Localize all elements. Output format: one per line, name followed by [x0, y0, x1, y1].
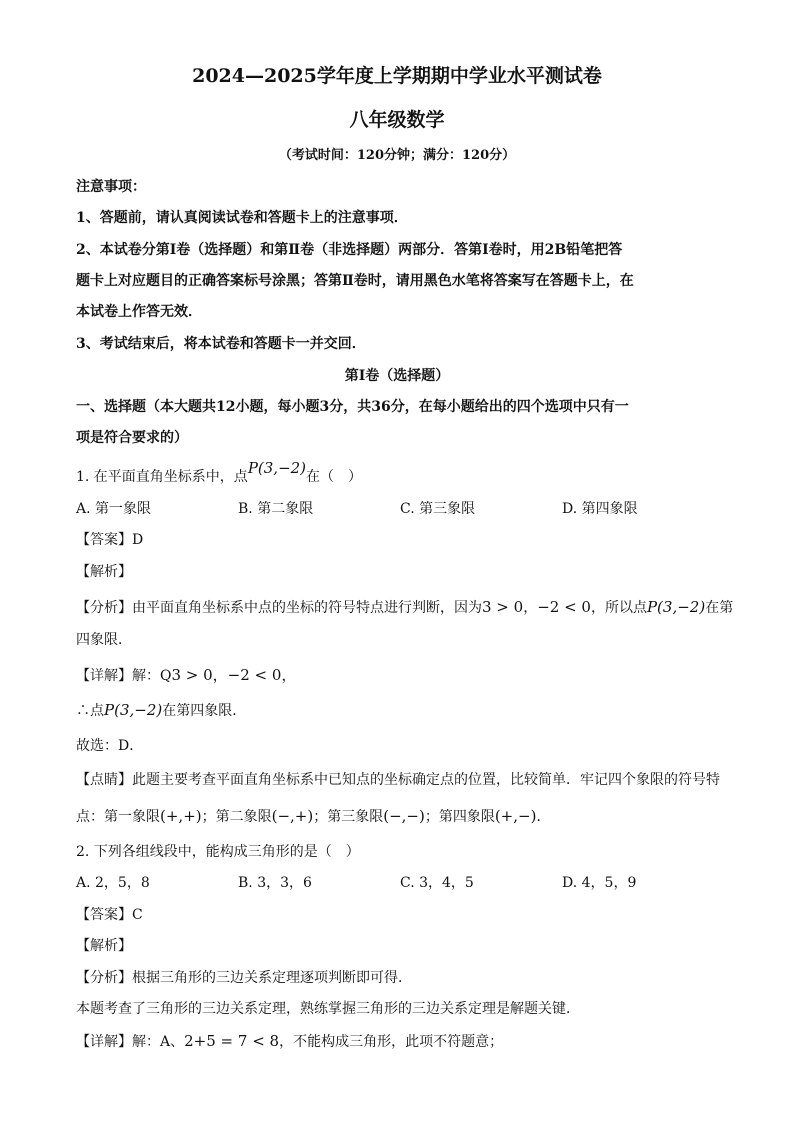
q2-detail-label: 【详解】 — [76, 1034, 132, 1050]
q1-comment-part-a: 点：第一象限 — [76, 809, 160, 825]
q2-fenxi — [76, 968, 724, 988]
notice-item-2-line-1: 2、本试卷分第Ⅰ卷（选择题）和第Ⅱ卷（非选择题）两部分．答第Ⅰ卷时，用2B铅笔把答 — [76, 242, 623, 258]
q2-option-c: C. 3，4，5 — [400, 875, 474, 891]
q1-option-a: A. 第一象限 — [76, 501, 152, 517]
q2-note: 本题考查了三角形的三边关系定理，熟练掌握三角形的三边关系定理是解题关键． — [76, 1001, 580, 1017]
q1-fenxi-line-2: 四象限． — [76, 632, 132, 648]
q1-comment-part-b: ；第二象限 — [201, 809, 272, 825]
q2-detail-math: 2+5 = 7 < 8 — [184, 1032, 280, 1050]
q1-stem-after: 在（ ） — [306, 469, 363, 485]
q2-option-d: D. 4，5，9 — [562, 875, 637, 891]
q1-detail-math: 3 > 0，−2 < 0， — [171, 666, 297, 684]
q2-analysis-label: 【解析】 — [76, 938, 132, 954]
q2-detail — [76, 1031, 724, 1052]
q1-fenxi-math-2: −2 < 0 — [537, 598, 591, 616]
q1-comment-line-2 — [76, 806, 724, 827]
q1-quadrant-1-signs: (+,+) — [160, 807, 202, 825]
q1-therefore — [76, 700, 724, 721]
q1-fenxi-label: 【分析】 — [76, 600, 132, 616]
q1-comment-text: 此题主要考查平面直角坐标系中已知点的坐标确定点的位置，比较简单．牢记四个象限的符号特 — [132, 772, 720, 788]
section-heading-line-1: 一、选择题（本大题共12小题，每小题3分，共36分，在每小题给出的四个选项中只有一 — [76, 399, 629, 415]
q1-analysis-label: 【解析】 — [76, 564, 132, 580]
q2-option-a: A. 2，5，8 — [76, 875, 150, 891]
notice-item-2-line-2: 题卡上对应题目的正确答案标号涂黑；答第Ⅱ卷时，请用黑色水笔将答案写在答题卡上，在 — [76, 273, 634, 289]
q1-fenxi-point: P(3,−2) — [646, 598, 706, 616]
q2-answer: 【答案】C — [76, 907, 143, 923]
q1-comment — [76, 770, 724, 790]
q2-fenxi-text: 根据三角形的三边关系定理逐项判断即可得． — [132, 970, 412, 986]
page-title: 2024—2025学年度上学期期中学业水平测试卷 — [192, 65, 602, 87]
q1-quadrant-4-signs: (+,−) — [494, 807, 537, 825]
q2-option-b: B. 3，3，6 — [238, 875, 312, 891]
q1-options — [76, 499, 724, 519]
q1-quadrant-2-signs: (−,+) — [271, 807, 314, 825]
q1-stem — [76, 459, 724, 487]
q1-fenxi-text-2: ，所以点 — [590, 600, 647, 616]
q1-detail-text: 解：Q — [132, 668, 172, 684]
q2-detail-tail: ，不能构成三角形，此项不符题意； — [279, 1034, 504, 1050]
q1-comment-part-c: ；第三象限 — [313, 809, 384, 825]
page-subtitle: 八年级数学 — [349, 109, 445, 131]
q1-answer: 【答案】D — [76, 532, 144, 548]
q2-detail-text: 解：A、 — [132, 1034, 185, 1050]
q1-comment-label: 【点睛】 — [76, 772, 132, 788]
q1-fenxi-sep: ， — [523, 600, 538, 616]
q1-detail-label: 【详解】 — [76, 668, 132, 684]
q1-fenxi-text: 由平面直角坐标系中点的坐标的符号特点进行判断，因为 — [132, 600, 482, 616]
q2-options — [76, 873, 724, 893]
q1-comment-end: ． — [536, 809, 551, 825]
notice-heading: 注意事项： — [76, 179, 146, 195]
q1-fenxi-text-3: 在第 — [705, 600, 734, 616]
q1-detail — [76, 665, 724, 686]
q1-therefore-point: P(3,−2) — [104, 701, 163, 719]
q1-fenxi-math-1: 3 > 0 — [482, 598, 524, 616]
exam-info: （考试时间：120分钟；满分：120分） — [278, 148, 516, 163]
part-title: 第Ⅰ卷（选择题） — [344, 368, 450, 384]
q1-option-b: B. 第二象限 — [238, 501, 314, 517]
q1-therefore-sign: ∴点 — [76, 703, 104, 719]
q2-stem: 2. 下列各组线段中，能构成三角形的是（ ） — [76, 844, 360, 860]
section-heading-line-2: 项是符合要求的） — [76, 430, 188, 446]
q1-option-d: D. 第四象限 — [562, 501, 638, 517]
notice-item-3: 3、考试结束后，将本试卷和答题卡一并交回． — [76, 336, 366, 352]
q1-therefore-text: 在第四象限． — [162, 703, 247, 719]
q1-stem-before: 1. 在平面直角坐标系中，点 — [76, 469, 248, 485]
notice-item-1: 1、答题前，请认真阅读试卷和答题卡上的注意事项． — [76, 210, 408, 226]
q1-option-c: C. 第三象限 — [400, 501, 476, 517]
q1-point: P(3,−2) — [247, 459, 307, 477]
q1-comment-part-d: ；第四象限 — [424, 809, 495, 825]
q2-fenxi-label: 【分析】 — [76, 970, 132, 986]
notice-item-2-line-3: 本试卷上作答无效． — [76, 304, 202, 320]
q1-choose: 故选：D． — [76, 738, 144, 754]
q1-quadrant-3-signs: (−,−) — [383, 807, 425, 825]
q1-fenxi — [76, 597, 734, 618]
